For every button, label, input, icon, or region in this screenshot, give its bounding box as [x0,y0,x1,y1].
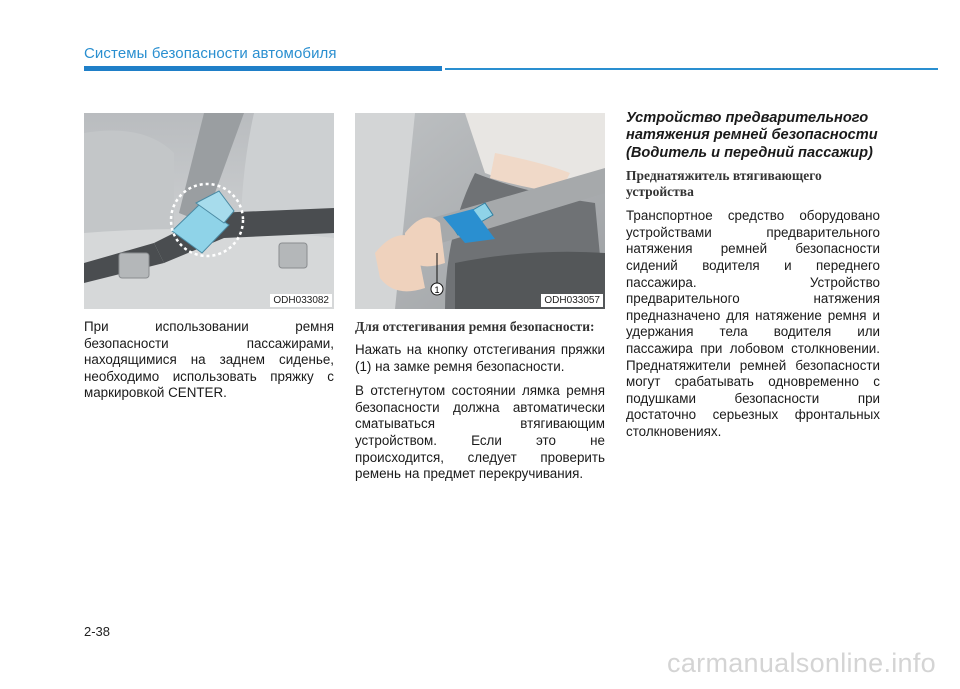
header-rule-thick [84,66,442,71]
unbuckle-paragraph-2: В отстегнутом состоянии лямка ремня безопасности должна автоматически сматываться втягивающим устройством. Если это не происходится, следует проверить ремень на предмет перекручивания. [355,383,605,482]
unbuckle-heading: Для отстегивания ремня безопасности: [355,319,595,334]
watermark: carmanualsonline.info [667,648,936,678]
unbuckling-photo [355,113,605,309]
header-rule-thin [445,68,938,70]
middle-column [355,113,605,483]
pretensioner-paragraph: Транспортное средство оборудовано устройствами предварительного натяжения ремней безопасности сидений водителя и переднего пассажира. Устройство предварительного натяжения предназначено для натяжение ремня и удержания тела водителя или пассажира при лобовом столкновении. Преднатяжители ремней безопасности могут срабатывать одновременно с подушками безопасности при достаточно серьезных фронтальных столкновениях. [626,208,880,439]
pretensioner-subheading: Преднатяжитель втягивающего устройства [626,168,822,200]
unbuckle-paragraph-1: Нажать на кнопку отстегивания пряжки (1) на замке ремня безопасности. [355,342,605,374]
rear-seat-buckle-photo [84,113,334,309]
pretensioner-heading: Устройство предварительного натяжения ремней безопасности (Водитель и передний пассажир) [626,110,878,161]
image-code: ODH033057 [541,294,603,307]
callout-number: 1 [434,285,440,295]
section-title: Системы безопасности автомобиля [84,45,337,62]
right-column [626,110,880,441]
left-column [84,113,334,402]
left-paragraph: При использовании ремня безопасности пассажирами, находящимися на заднем сиденье, необходимо использовать пряжку с маркировкой CENTER. [84,319,334,401]
page-number: 2-38 [84,624,111,639]
image-code: ODH033082 [270,294,332,307]
